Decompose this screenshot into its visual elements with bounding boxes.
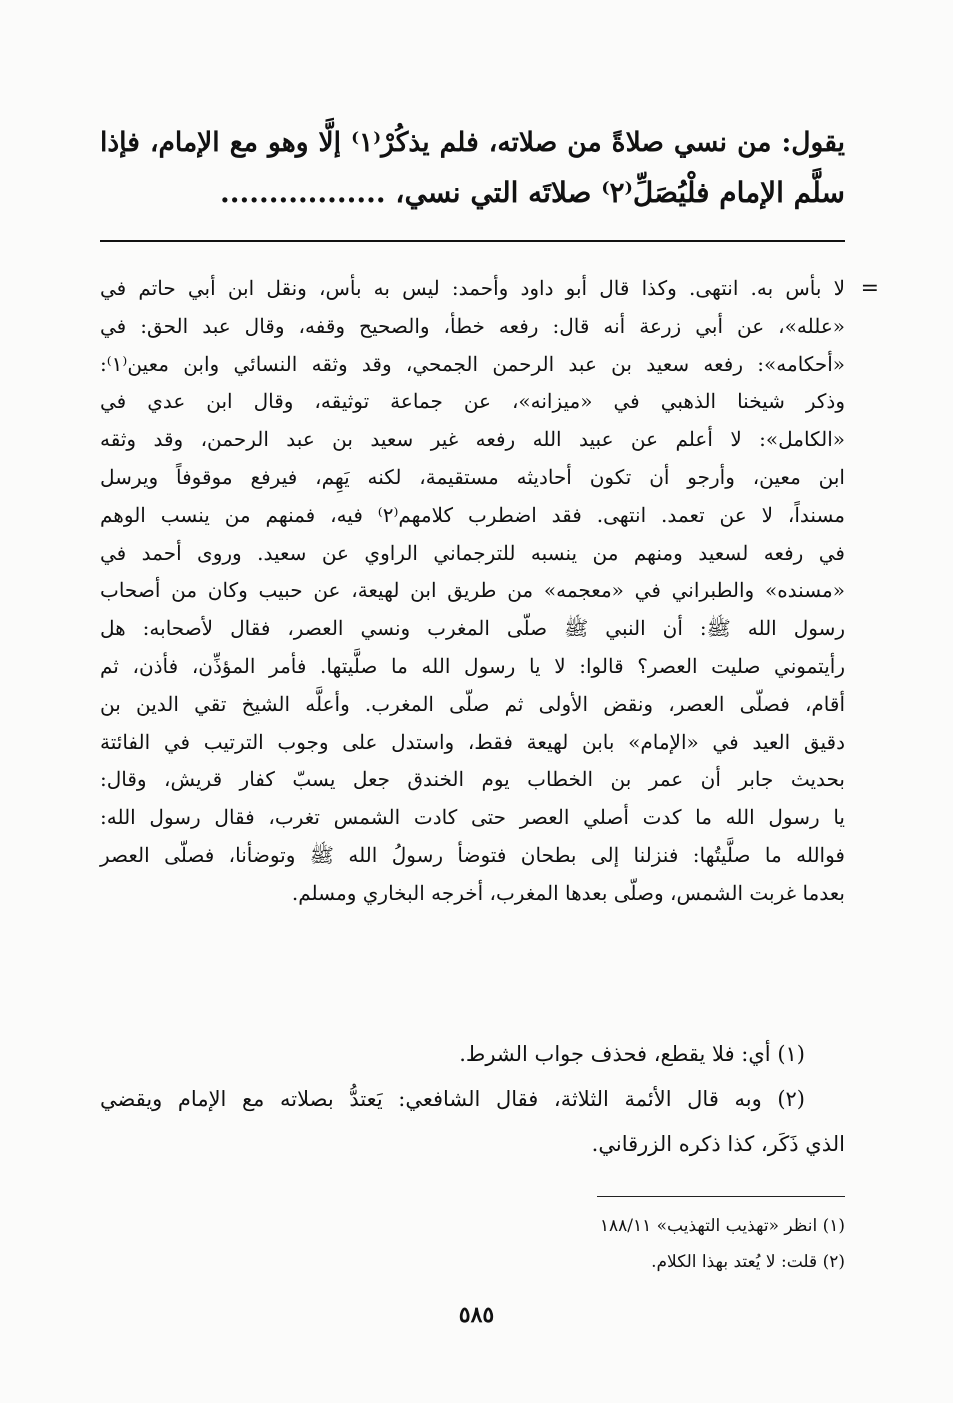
footnote-line: (١) أي: فلا يقطع، فحذف جواب الشرط. (459, 1042, 805, 1066)
footnote-line: (٢) وبه قال الأئمة الثلاثة، فقال الشافعي: يَعتدُّ بصلاته مع الإمام ويقضي (100, 1087, 805, 1111)
main-footnotes (100, 1032, 845, 1167)
commentary-line: «الكامل»: لا أعلم عن عبيد الله رفعه غير سعيد بن عبد الرحمن، وقد وثقه (100, 427, 845, 452)
commentary-line: مسنداً، لا عن تعمد. انتهى. فقد اضطرب كلامهم⁽٢⁾ فيه، فمنهم من ينسب الوهم (100, 502, 845, 527)
commentary-line: «أحكامه»: رفعه سعيد بن عبد الرحمن الجمحي، وقد وثقه النسائي وابن معين⁽١⁾: (100, 351, 845, 376)
commentary-line: «مسنده» والطبراني في «معجمه» من طريق ابن لهيعة، عن حبيب وكان من أصحاب (100, 578, 845, 603)
commentary-line: لا بأس به. انتهى. وكذا قال أبو داود وأحمد: ليس به بأس، ونقل ابن أبي حاتم في (100, 276, 845, 300)
commentary-line: ابن معين، وأرجو أن تكون أحاديثه مستقيمة، لكنه يَهِم، فيرفع موقوفاً ويرسل (100, 464, 845, 489)
commentary-line: دقيق العيد في «الإمام» بابن لهيعة فقط، واستدل على وجوب الترتيب في الفائتة (100, 729, 845, 754)
main-text-line: سلَّم الإمام فلْيُصَلِّ⁽٢⁾ صلاتَه التي نسي، ................. (219, 176, 845, 209)
editor-footnote: (١) انظر «تهذيب التهذيب» ١٨٨/١١ (599, 1216, 845, 1236)
main-text (100, 118, 845, 218)
commentary-line: فوالله ما صلَّيتُها: فنزلنا إلى بطحان فتوضأ رسولُ الله ﷺ وتوضأنا، فصلّى العصر (100, 842, 845, 867)
footnote-separator (597, 1196, 845, 1197)
separator-rule (100, 240, 845, 242)
editor-footnotes (400, 1208, 845, 1280)
commentary-line: «علله»، عن أبي زرعة أنه قال: رفعه خطأ، والصحيح وقفه، وقال عبد الحق: في (100, 313, 845, 338)
page-number: ٥٨٥ (458, 1302, 495, 1328)
continuation-mark: = (860, 276, 879, 301)
commentary-line: رأيتموني صليت العصر؟ قالوا: لا يا رسول الله ما صلَّيتها. فأمر المؤذِّن، فأذن، ثم (100, 653, 845, 678)
commentary-line: وذكر شيخنا الذهبي في «ميزانه»، عن جماعة توثيقه، وقال ابن عدي في (100, 389, 845, 414)
commentary-line: في رفعه لسعيد ومنهم من ينسبه للترجماني الراوي عن سعيد. وروى أحمد في (100, 540, 845, 565)
footnote-line: الذي ذَكَر، كذا ذكره الزرقاني. (591, 1132, 845, 1156)
commentary-line: بعدما غربت الشمس، وصلّى بعدها المغرب، أخرجه البخاري ومسلم. (291, 880, 845, 905)
commentary (100, 270, 879, 913)
commentary-line: يا رسول الله ما كدت أصلي العصر حتى كادت الشمس تغرب، فقال رسول الله: (100, 805, 845, 830)
commentary-line: أقام، فصلّى العصر، ونقض الأولى ثم صلّى المغرب. وأعلَّه الشيخ تقي الدين بن (100, 691, 845, 716)
commentary-line: بحديث جابر أن عمر بن الخطاب يوم الخندق جعل يسبّ كفار قريش، وقال: (100, 767, 845, 792)
main-text-line: يقول: من نسي صلاةً من صلاته، فلم يذكُرْ⁽١⁾ إلَّا وهو مع الإمام، فإذا (100, 127, 845, 158)
commentary-line: رسول الله ﷺ: أن النبي ﷺ صلّى المغرب ونسي العصر، فقال لأصحابه: هل (100, 616, 845, 641)
editor-footnote: (٢) قلت: لا يُعتد بهذا الكلام. (651, 1252, 845, 1272)
